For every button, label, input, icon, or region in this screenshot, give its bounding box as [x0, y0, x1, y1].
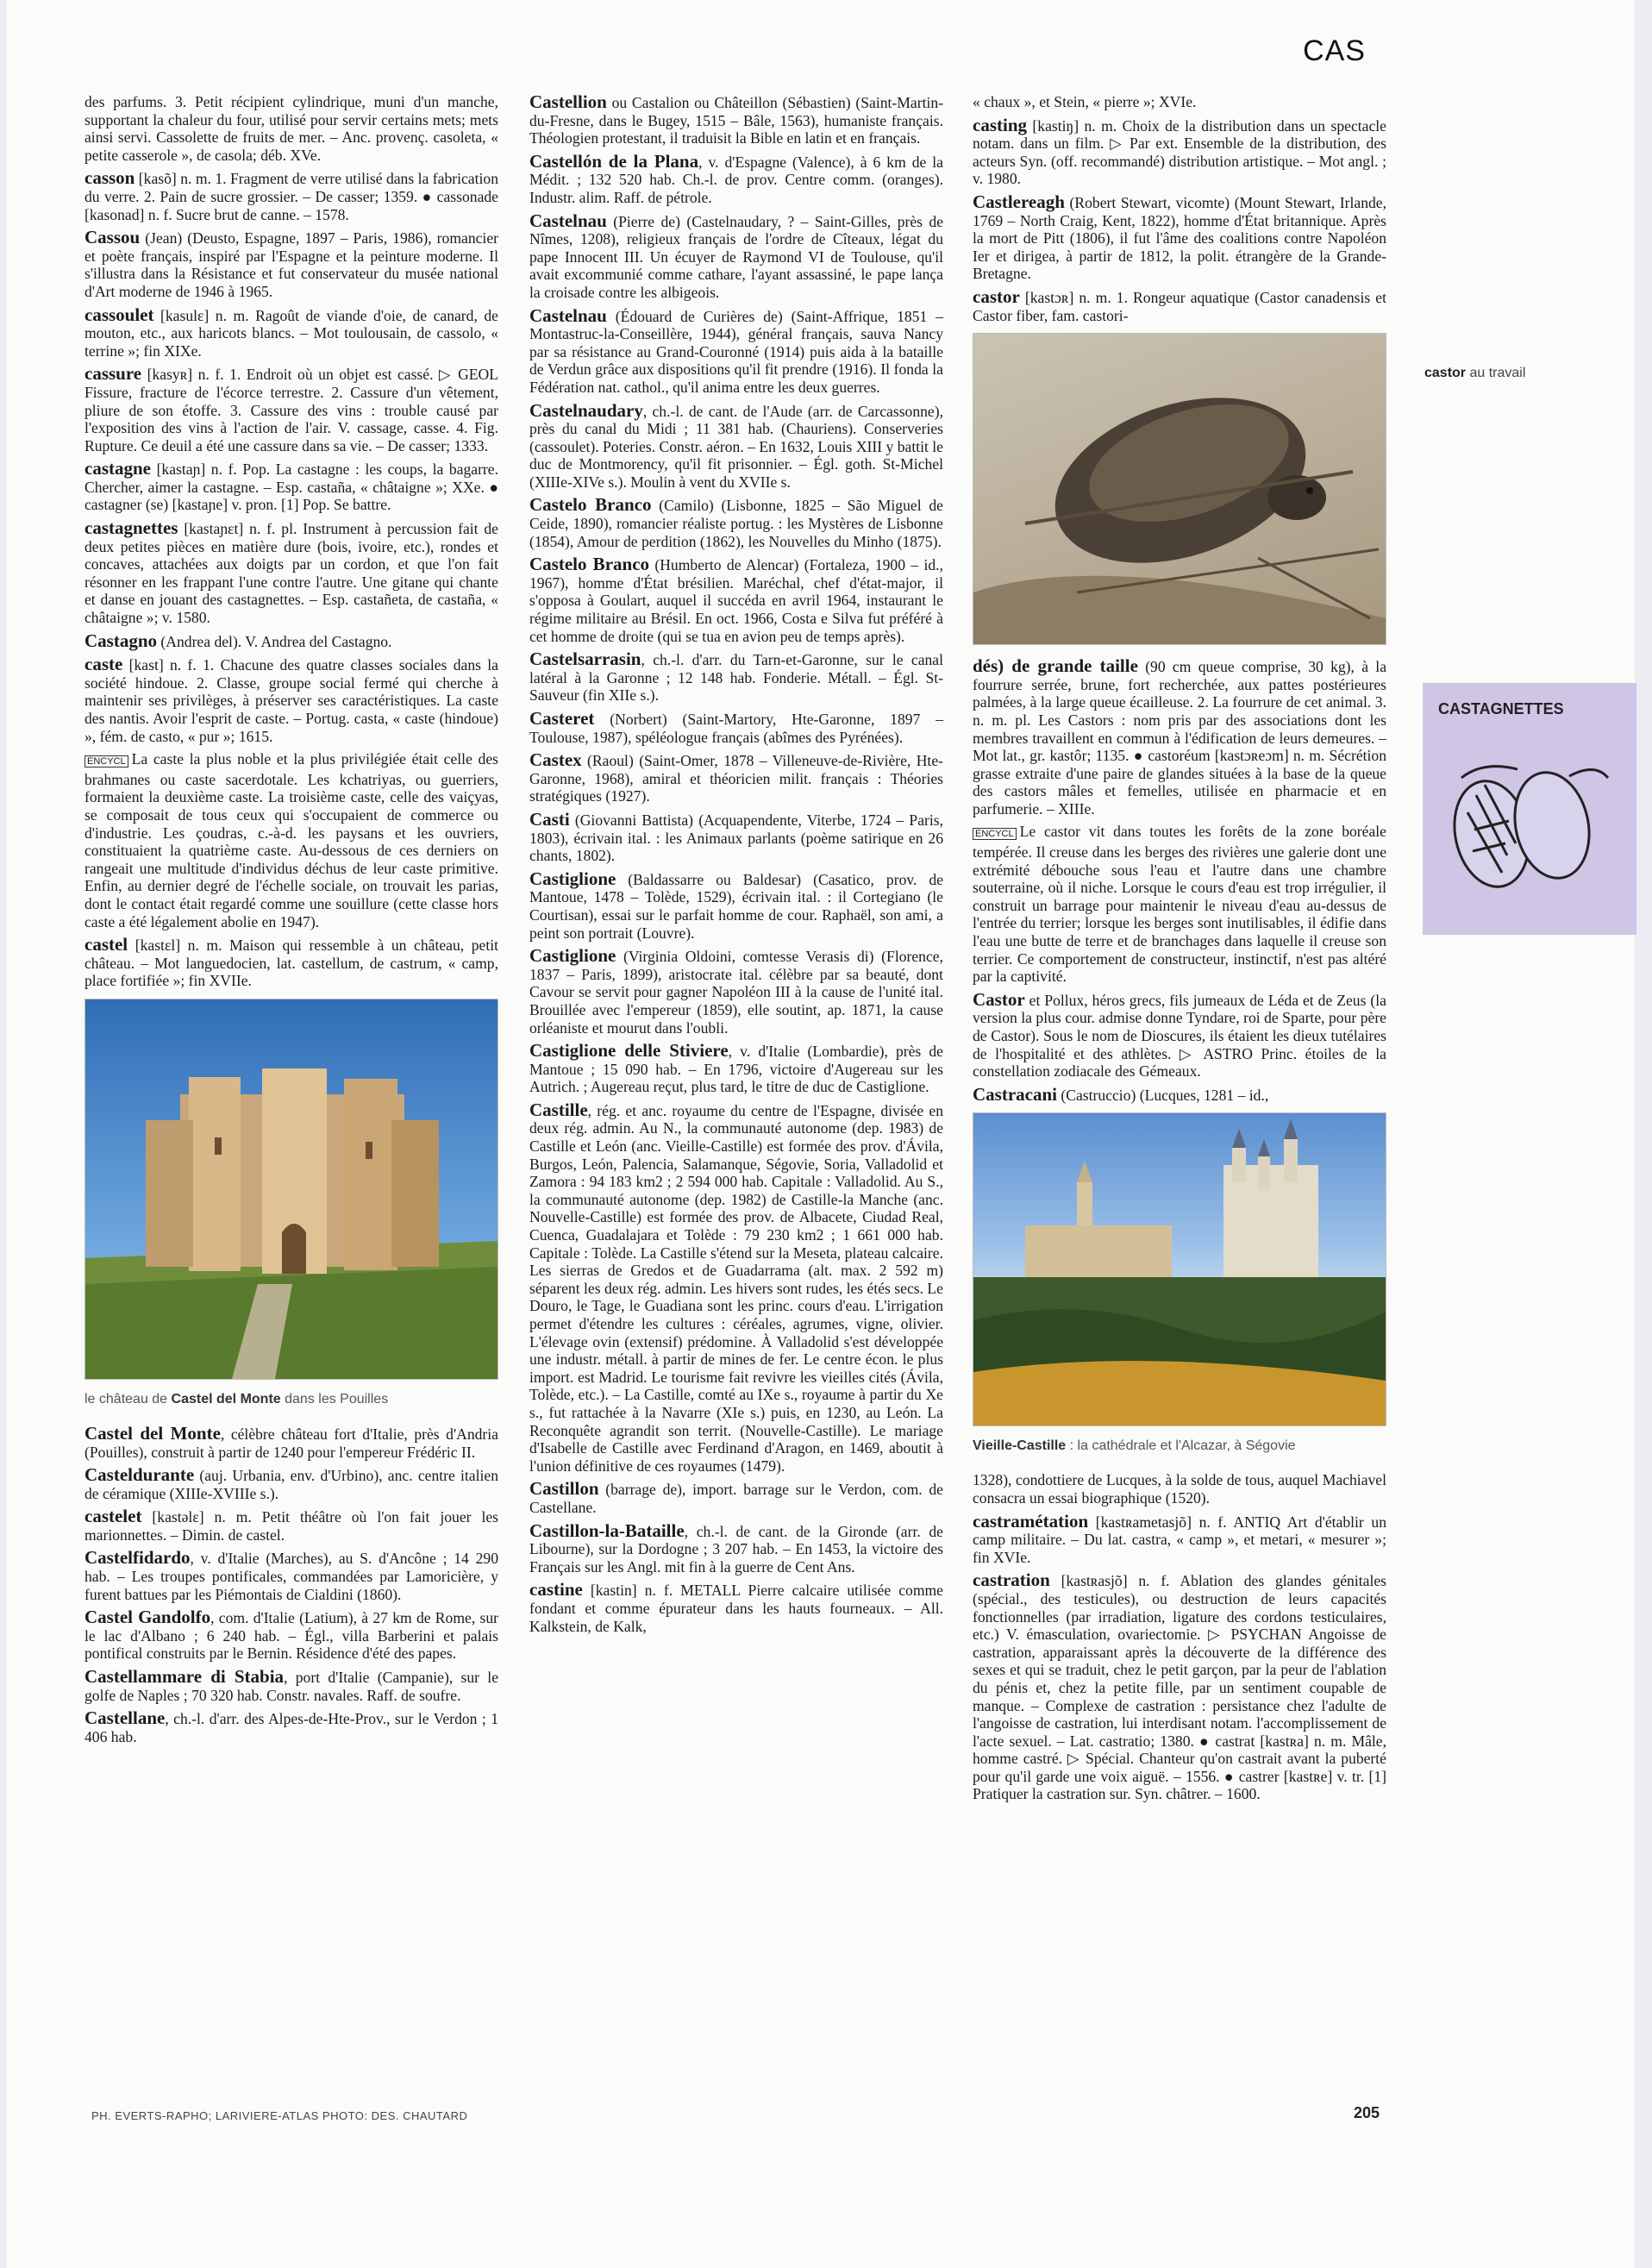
entry: Castillon (barrage de), import. barrage sur le Verdon, com. de Castellane. — [529, 1478, 943, 1516]
entry: castel [kastɛl] n. m. Maison qui ressemble à un château, petit château. – Mot languedocien, lat. castellum, de castrum, « camp, place fortifiée »; fin XVIIe. — [84, 934, 498, 990]
column-1 — [84, 93, 498, 1751]
dictionary-page — [7, 0, 1635, 2268]
guide-word: CAS — [1303, 34, 1366, 67]
beaver-illustration — [973, 334, 1386, 644]
castel-del-monte-photo — [84, 999, 498, 1380]
segovia-photo — [973, 1112, 1386, 1426]
entry: Castillon-la-Bataille, ch.-l. de cant. de la Gironde (arr. de Libourne), sur la Dordogne ; 3 207 hab. – En 1453, la victoire des Français sur les Angl. mit fin à la guerre de Cent Ans. — [529, 1519, 943, 1576]
entry: Castelo Branco (Camilo) (Lisbonne, 1825 – São Miguel de Ceide, 1890), romancier réaliste portug. : les Mystères de Lisbonne (1854), Amour de perdition (1862), les Nouvelles du Minho (1875). — [529, 494, 943, 550]
castagnettes-label: CASTAGNETTES — [1438, 700, 1564, 717]
photo-caption: Vieille-Castille : la cathédrale et l'Alcazar, à Ségovie — [973, 1438, 1296, 1454]
entry: cassure [kasyʀ] n. f. 1. Endroit où un objet est cassé. ▷ GEOL Fissure, fracture de l'écorce terrestre. 2. Cassure d'un vêtement, pliure de son étoffe. 3. Cassure des vins : trouble causé par l'exposition des vins à l'action de l'air. V. cassage, casse. 4. Fig. Rupture. Ce deuil a été une cassure dans sa vie. – De casser; 1333. — [84, 363, 498, 454]
entry: Castellion ou Castalion ou Châteillon (Sébastien) (Saint-Martin-du-Fresne, dans le Bugey, 1515 – Bâle, 1563), humaniste français. Théologien protestant, il traduisit la Bible en latin et en français. — [529, 91, 943, 147]
entry: Castellón de la Plana, v. d'Espagne (Valence), à 6 km de la Médit. ; 132 520 hab. Ch.-l. de prov. Centre comm. (oranges). Industr. alim. Raff. de pétrole. — [529, 150, 943, 206]
beaver-photo — [973, 333, 1386, 645]
entry: Castelnau (Pierre de) (Castelnaudary, ? – Saint-Gilles, près de Nîmes, 1208), religieux français de l'ordre de Cîteaux, légat du pape Innocent III. Un écuyer de Raymond VI de Toulouse, qu'il avait excommunié comme cathare, l'ayant assassiné, le pape lança la croisade contre les albigeois. — [529, 210, 943, 301]
entry: Castiglione (Virginia Oldoini, comtesse Verasis di) (Florence, 1837 – Paris, 1899), aristocrate ital. célèbre par sa beauté, dont Cavour se servit pour gagner Napoléon III à la cause de l'unité ital. Brouillée avec l'empereur (1859), elle soutint, ap. 1871, la cause orléaniste et mourut dans l'oubli. — [529, 945, 943, 1037]
castanets-icon — [1423, 683, 1636, 935]
column-2 — [529, 93, 943, 1640]
entry: Castagno (Andrea del). V. Andrea del Castagno. — [84, 630, 392, 651]
castle-illustration — [85, 999, 497, 1379]
entry: Castel del Monte, célèbre château fort d'Italie, près d'Andria (Pouilles), construit à partir de 1240 pour l'empereur Frédéric II. — [84, 1422, 498, 1461]
entry: Castor et Pollux, héros grecs, fils jumeaux de Léda et de Zeus (la version la plus cour. admise donne Tyndare, roi de Sparte, pour père de Castor). Sous le nom de Dioscures, ils étaient les dieux tutélaires de l'hospitalité et des athlètes. ▷ ASTRO Princ. étoiles de la constellation zodiacale des Gémeaux. — [973, 988, 1386, 1081]
entry: cassoulet [kasulɛ] n. m. Ragoût de viande d'oie, de canard, de mouton, etc., aux haricots blancs. – Mot toulousain, de cassolo, « terrine »; fin XIXe. — [84, 304, 498, 360]
entry: Casteldurante (auj. Urbania, env. d'Urbino), anc. centre italien de céramique (XIIIe-XVIIIe s.). — [84, 1464, 498, 1502]
entry: 1328), condottiere de Lucques, à la solde de tous, auquel Machiavel consacra un essai biographique (1520). — [973, 1471, 1386, 1507]
entry: dés) de grande taille (90 cm queue comprise, 30 kg), à la fourrure serrée, brune, fort recherchée, aux pattes postérieures palmées, à la large queue écailleuse. 2. La fourrure de cet animal. 3. n. m. pl. Les Castors : nom pris par des associations dont les membres travaillent en commun à l'édification de leurs demeures. – Mot lat., gr. kastôr; 1135. ● castoréum [kastɔʀeɔm] n. m. Sécrétion grasse extraite d'une paire de glandes situées à la base de la queue des castors mâles et femelles, utilisée en pharmacie et en parfumerie. – XIIIe. — [973, 655, 1387, 818]
entry: des parfums. 3. Petit récipient cylindrique, muni d'un manche, supportant la chaleur du four, utilisé pour servir certains mets; mets ainsi servi. Cassolette de fruits de mer. – Anc. provenç. casoleta, « petite casserole », de casola; déb. XVe. — [84, 93, 498, 164]
entry: Castelo Branco (Humberto de Alencar) (Fortaleza, 1900 – id., 1967), homme d'État brésilien. Maréchal, chef d'état-major, il s'opposa à Goulart, auquel il succéda en avril 1964, instaurant le régime militaire au Brésil. En oct. 1966, Costa e Silva fut préféré à cet homme de droite (qui se tua en avion peu de temps après). — [529, 554, 943, 645]
encyclopedic-note: ENCYCL Le castor vit dans toutes les forêts de la zone boréale tempérée. Il creuse dans les berges des rivières une galerie dont une extrémité débouche sous l'eau et l'autre dans une chambre souterraine, où il niche. Lorsque le cours d'eau est trop irrégulier, il construit un barrage pour maintenir le niveau d'eau au-dessus de l'entrée du terrier; lorsque les berges sont inutilisables, il édifie dans l'eau une butte de terre et de branchages dans laquelle il creuse son terrier. Ce comportement de constructeur, instinctif, n'est pas altéré par la captivité. — [973, 823, 1386, 986]
entry: Castracani (Castruccio) (Lucques, 1281 – id., — [973, 1083, 1269, 1105]
entry: caste [kast] n. f. 1. Chacune des quatre classes sociales dans la société hindoue. 2. Classe, groupe social fermé qui cherche à maintenir ses privilèges, à préserver ses caractéristiques. La caste des nantis. Avoir l'esprit de caste. – Portug. casta, « caste (hindoue) », fém. de casto, « pur »; 1615. — [84, 654, 498, 745]
entry: castagnettes [kastaɲɛt] n. f. pl. Instrument à percussion fait de deux petites pièces en matière dure (bois, ivoire, etc.), rondes et concaves, attachées aux doigts par un cordon, et que l'on fait résonner en les frappant l'une contre l'autre. Une gitane qui chante et danse en jouant des castagnettes. – Esp. castañeta, de castaña, « châtaigne »; v. 1580. — [84, 517, 498, 627]
page-number: 205 — [1354, 2104, 1380, 2121]
entry: Castelfidardo, v. d'Italie (Marches), au S. d'Ancône ; 14 290 hab. – Les troupes pontificales, commandées par Lamoricière, y furent battues par les Piémontais de Cialdini (1860). — [84, 1547, 498, 1603]
entry: castor [kastɔʀ] n. m. 1. Rongeur aquatique (Castor canadensis et Castor fiber, fam. castori- — [973, 285, 1386, 324]
encyclopedic-note: ENCYCL La caste la plus noble et la plus privilégiée était celle des brahmanes ou caste sacerdotale. Les kchatriyas, ou guerriers, formaient la deuxième caste. La troisième caste, celle des vaiçyas, se composait de tous ceux qui s'occupaient de commerce ou d'industrie. Les çoudras, c.-à-d. les paysans et les ouvriers, constituaient la quatrième caste. Au-dessous de ces derniers on rangeait une multitude d'individus déchus de leur caste primitive. Enfin, au dernier degré de l'échelle sociale, on trouvait les parias, dont le contact était regardé comme une souillure (cette classe hors caste a été légalement abolie en 1947). — [84, 750, 498, 930]
entry: castramétation [kastʀametasjõ] n. f. ANTIQ Art d'établir un camp militaire. – Du lat. castra, « camp », et metari, « mesurer »; fin XVIe. — [973, 1510, 1386, 1566]
entry: Castellammare di Stabia, port d'Italie (Campanie), sur le golfe de Naples ; 70 320 hab. Constr. navales. Raff. de soufre. — [84, 1666, 498, 1704]
entry: « chaux », et Stein, « pierre »; XVIe. — [973, 93, 1197, 110]
segovia-illustration — [973, 1113, 1386, 1425]
photo-credits: PH. EVERTS-RAPHO; LARIVIERE-ATLAS PHOTO: DES. CHAUTARD — [91, 2109, 468, 2122]
entry: casting [kastiŋ] n. m. Choix de la distribution dans un spectacle notam. dans un film. ▷ Par ext. Ensemble de la distribution, des acteurs Syn. (off. recommandé) distribution artistique. – Mot angl. ; v. 1980. — [973, 114, 1386, 188]
entry: castelet [kastəlɛ] n. m. Petit théâtre où l'on fait jouer les marionnettes. – Dimin. de castel. — [84, 1506, 498, 1544]
entry: Castlereagh (Robert Stewart, vicomte) (Mount Stewart, Irlande, 1769 – North Craig, Kent, 1822), homme d'État britannique. Après la mort de Pitt (1806), il fut l'âme des coalitions contre Napoléon Ier et dirigea, à partir de 1812, la polit. étrangère de la Grande-Bretagne. — [973, 191, 1386, 283]
entry: Castiglione (Baldassarre ou Baldesar) (Casatico, prov. de Mantoue, 1478 – Tolède, 1529), écrivain ital. : il Cortegiano (le Courtisan), essai sur le parfait homme de cour. Raphaël, son ami, a peint son portrait (Louvre). — [529, 868, 943, 942]
entry: castagne [kastaɲ] n. f. Pop. La castagne : les coups, la bagarre. Chercher, aimer la castagne. – Esp. castaña, « châtaigne »; XXe. ● castagner (se) [kastaɲe] v. pron. [1] Pop. Se battre. — [84, 458, 498, 514]
entry: castration [kastʀasjõ] n. f. Ablation des glandes génitales (spécial., des testicules), ou destruction de leurs capacités fonctionnelles (par irradiation, ligature des cordons testiculaires, etc.) V. émasculation, ovariectomie. ▷ PSYCHAN Angoisse de castration, apparaissant après la découverte de la différence des sexes et qui se traduit, chez le petit garçon, par la peur de l'ablation du pénis et, chez la petite fille, par un sentiment coupable de manque. – Complexe de castration : persistance chez l'adulte de l'angoisse de castration, lui interdisant notam. l'accomplissement de l'acte sexuel. – Lat. castratio; 1380. ● castrat [kastʀa] n. m. Mâle, homme castré. ▷ Spécial. Chanteur qu'on castrait avant la puberté pour qu'il garde une voix aiguë. – 1556. ● castrer [kastʀe] v. tr. [1] Pratiquer la castration sur. Syn. châtrer. – 1600. — [973, 1569, 1386, 1803]
entry: Castelsarrasin, ch.-l. d'arr. du Tarn-et-Garonne, sur le canal latéral à la Garonne ; 12 148 hab. Fonderie. Métall. – Égl. St-Sauveur (fin XIIe s.). — [529, 648, 943, 705]
entry: Castelnau (Édouard de Curières de) (Saint-Affrique, 1851 – Montastruc-la-Conseillère, 1944), général français, sauva Nancy par sa résistance au Grand-Couronné (1914) puis aida à la bataille de Verdun grâce aux dispositions qu'il fit prendre (1916). Il fonda la Fédération nat. cathol., qu'il anima entre les deux guerres. — [529, 304, 943, 396]
entry: Cassou (Jean) (Deusto, Espagne, 1897 – Paris, 1986), romancier et poète français, inspiré par l'Espagne et la peinture moderne. Il s'illustra dans la Résistance et fut conservateur du musée national d'Art moderne de 1946 à 1965. — [84, 227, 498, 300]
entry: Castel Gandolfo, com. d'Italie (Latium), à 27 km de Rome, sur le lac d'Albano ; 6 240 hab. – Égl., villa Barberini et palais pontifical construits par le Bernin. Résidence d'été des papes. — [84, 1607, 498, 1663]
entry: Castiglione delle Stiviere, v. d'Italie (Lombardie), près de Mantoue ; 15 090 hab. – En 1796, victoire d'Augereau sur les Autrich. ; Augereau reçut, plus tard, le titre de duc de Castiglione. — [529, 1040, 943, 1096]
entry: Castille, rég. et anc. royaume du centre de l'Espagne, divisée en deux rég. admin. Au N., la communauté autonome (dep. 1983) de Castille et León (anc. Vieille-Castille) est formée des prov. d'Ávila, Burgos, León, Palencia, Salamanque, Ségovie, Soria, Valladolid et Zamora : 94 183 km2 ; 2 594 000 hab. Capitale : Valladolid. Au S., la communauté autonome (dep. 1982) de Castille-la Manche (anc. Nouvelle-Castille) est formée des prov. de Albacete, Ciudad Real, Cuenca, Guadalajara et Tolède : 79 230 km2 ; 1 661 000 hab. Capitale : Tolède. La Castille s'étend sur la Meseta, plateau calcaire. Les sierras de Gredos et de Guadarrama (alt. max. 2 592 m) séparent les deux rég. admin. Les hivers sont rudes, les étés secs. Le Douro, le Tage, le Guadiana sont les princ. cours d'eau. L'irrigation permet d'étendre les cultures : céréales, agrumes, vigne, olivier. L'élevage ovin (extensif) prédomine. À Valladolid s'est développée une industr. métall. à partir de mines de fer. Le centre écon. le plus import. est Madrid. Le tourisme fait revivre les vieilles cités (Ávila, Tolède, etc.). – La Castille, comté au IXe s., royaume à partir du Xe s., fut rattachée à la Navarre (XIe s.) puis, en 1230, au León. La Reconquête agrandit son territ. (Nouvelle-Castille). Le mariage d'Isabelle de Castille avec Ferdinand d'Aragon, en 1469, aboutit à l'union définitive de ces royaumes (1479). — [529, 1099, 943, 1475]
entry: Casteret (Norbert) (Saint-Martory, Hte-Garonne, 1897 – Toulouse, 1987), spéléologue français (abîmes des Pyrénées). — [529, 708, 943, 746]
entry: casson [kasõ] n. m. 1. Fragment de verre utilisé dans la fabrication du verre. 2. Pain de sucre grossier. – De casser; 1359. ● cassonade [kasonad] n. f. Sucre brut de canne. – 1578. — [84, 167, 498, 223]
entry: castine [kastin] n. f. METALL Pierre calcaire utilisée comme fondant et comme épurateur dans les hauts fourneaux. – All. Kalkstein, de Kalk, — [529, 1579, 943, 1635]
entry: Castellane, ch.-l. d'arr. des Alpes-de-Hte-Prov., sur le Verdon ; 1 406 hab. — [84, 1707, 498, 1745]
column-3 — [973, 93, 1386, 1808]
entry: Castex (Raoul) (Saint-Omer, 1878 – Villeneuve-de-Rivière, Hte-Garonne, 1968), amiral et théoricien milit. français : Théories stratégiques (1927). — [529, 749, 943, 805]
entry: Casti (Giovanni Battista) (Acquapendente, Viterbe, 1724 – Paris, 1803), écrivain ital. : les Animaux parlants (poème satirique en 26 chants, 1802). — [529, 808, 943, 865]
photo-caption: le château de Castel del Monte dans les Pouilles — [84, 1391, 389, 1407]
castagnettes-illustration-box — [1423, 683, 1636, 935]
entry: Castelnaudary, ch.-l. de cant. de l'Aude (arr. de Carcassonne), près du canal du Midi ; 11 381 hab. (Chauriens). Conserveries (cassoulet). Poteries. Constr. aéron. – En 1632, Louis XIII y battit le duc de Montmorency, qu'il fit prisonnier. – Égl. goth. St-Michel (XIIIe-XIVe s.). Moulin à vent du XVIIe s. — [529, 399, 943, 491]
castor-caption: castor au travail — [1424, 366, 1526, 380]
